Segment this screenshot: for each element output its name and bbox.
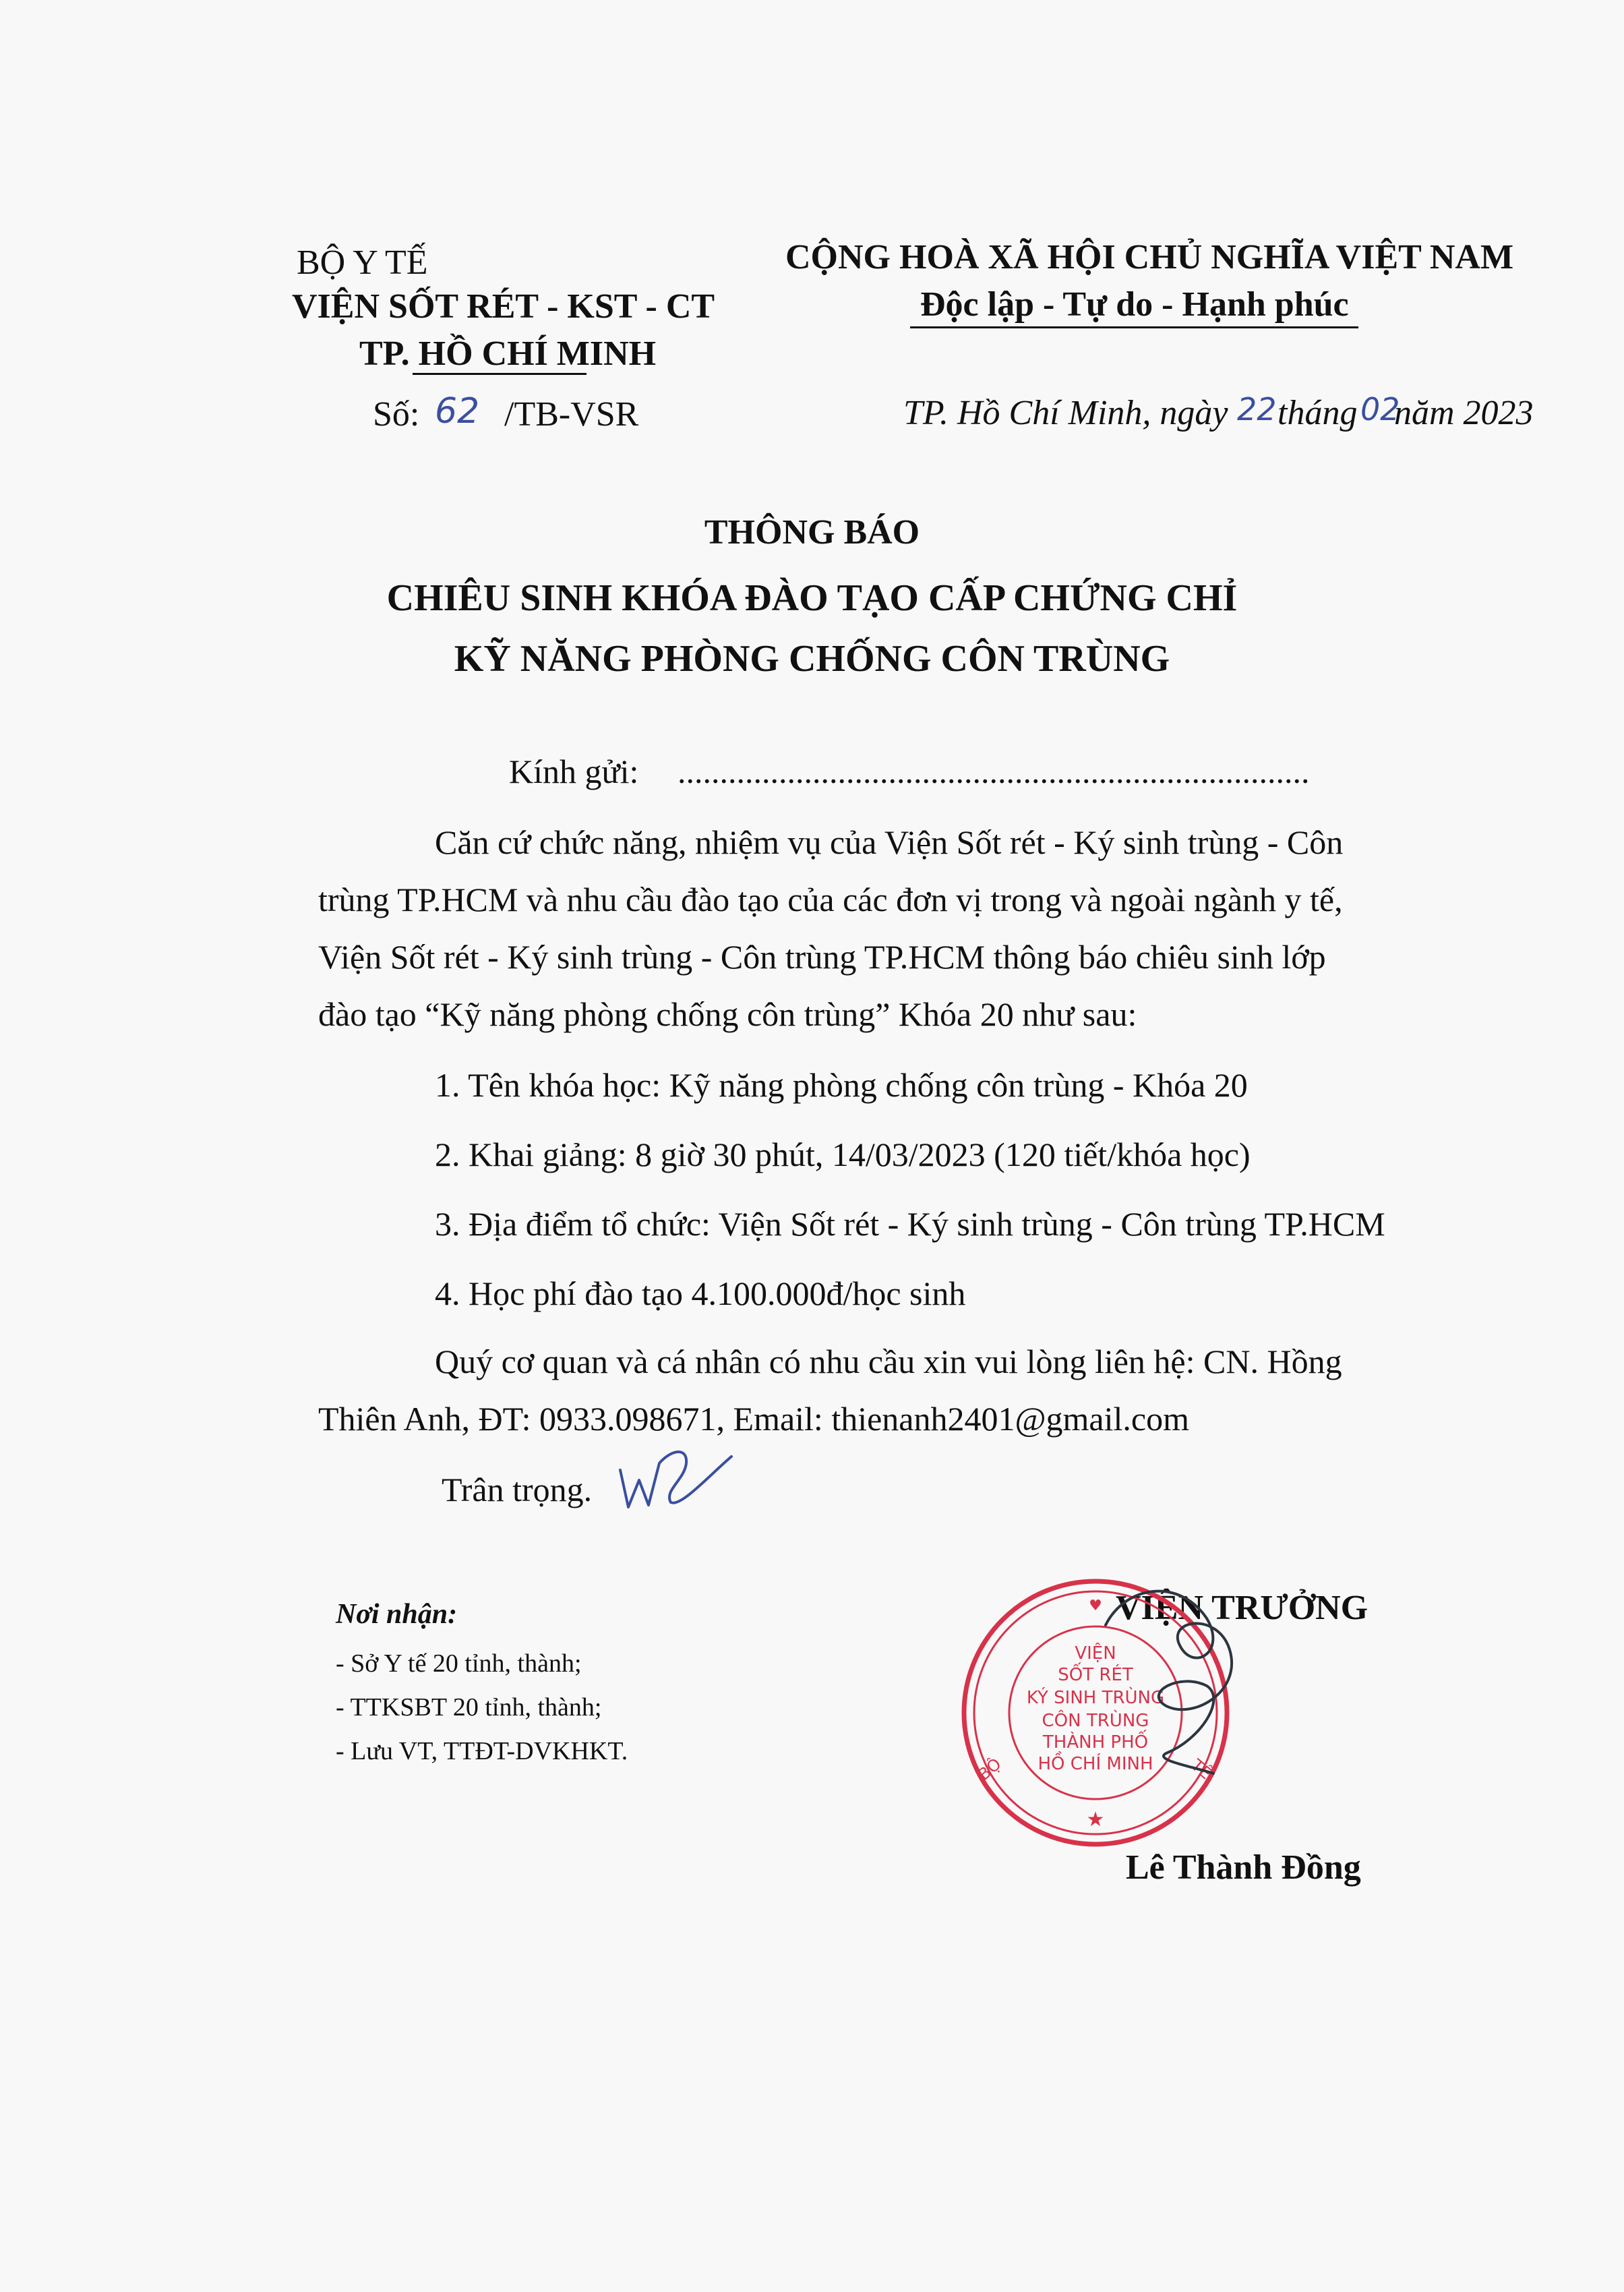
director-signature <box>1079 1571 1254 1794</box>
date-place: TP. Hồ Chí Minh, ngày <box>903 394 1228 432</box>
list-item: 1. Tên khóa học: Kỹ năng phòng chống côn trùng - Khóa 20 <box>435 1066 1248 1104</box>
stamp-line: SỐT RÉT <box>1058 1665 1133 1685</box>
national-motto: Độc lập - Tự do - Hạnh phúc <box>920 285 1349 324</box>
country-name: CỘNG HOÀ XÃ HỘI CHỦ NGHĨA VIỆT NAM <box>785 238 1514 276</box>
greeting-label: Kính gửi: <box>509 753 639 790</box>
stamp-ring-right: TẾ <box>1187 1755 1215 1784</box>
signer-title: VIỆN TRƯỞNG <box>1116 1589 1369 1627</box>
recipient-item: - Sở Y tế 20 tỉnh, thành; <box>336 1649 582 1678</box>
stamp-line: KÝ SINH TRÙNG <box>1026 1688 1165 1708</box>
contact-line-1: Quý cơ quan và cá nhân có nhu cầu xin vui lòng liên hệ: CN. Hồng <box>435 1343 1342 1380</box>
list-item: 4. Học phí đào tạo 4.100.000đ/học sinh <box>435 1274 966 1312</box>
recipients-heading: Nơi nhận: <box>336 1599 458 1630</box>
institute-name: VIỆN SỐT RÉT - KST - CT <box>292 287 715 326</box>
recipient-item: - Lưu VT, TTĐT-DVKHKT. <box>336 1737 628 1765</box>
document-number-handwritten: 62 <box>435 391 480 432</box>
notice-subject-line1: CHIÊU SINH KHÓA ĐÀO TẠO CẤP CHỨNG CHỈ <box>386 577 1238 619</box>
contact-line-2: Thiên Anh, ĐT: 0933.098671, Email: thienanh2401@gmail.com <box>318 1400 1189 1438</box>
intro-line-3: Viện Sốt rét - Ký sinh trùng - Côn trùng TP.HCM thông báo chiêu sinh lớp <box>318 938 1326 976</box>
stamp-ring-left: BỘ <box>974 1754 1005 1784</box>
notice-subject-line2: KỸ NĂNG PHÒNG CHỐNG CÔN TRÙNG <box>454 638 1170 680</box>
recipient-item: - TTKSBT 20 tỉnh, thành; <box>336 1693 602 1722</box>
closing-text: Trân trọng. <box>442 1471 593 1508</box>
list-item: 2. Khai giảng: 8 giờ 30 phút, 14/03/2023 (120 tiết/khóa học) <box>435 1136 1251 1173</box>
document-number-suffix: /TB-VSR <box>504 395 639 434</box>
stamp-line: HỒ CHÍ MINH <box>1037 1754 1153 1774</box>
institute-underline <box>413 373 587 375</box>
greeting-blank: ........................................................................... <box>678 753 1310 790</box>
stamp-star-icon: ★ <box>1086 1808 1105 1831</box>
notice-title: THÔNG BÁO <box>704 513 920 552</box>
stamp-line: VIỆN <box>1075 1643 1116 1664</box>
intro-line-2: trùng TP.HCM và nhu cầu đào tạo của các đơn vị trong và ngoài ngành y tế, <box>318 881 1343 918</box>
ministry-name: BỘ Y TẾ <box>297 243 428 282</box>
institute-city: TP. HỒ CHÍ MINH <box>359 334 657 373</box>
stamp-line: THÀNH PHỐ <box>1042 1732 1149 1753</box>
intro-line-1: Căn cứ chức năng, nhiệm vụ của Viện Sốt rét - Ký sinh trùng - Côn <box>435 823 1344 861</box>
initials-signature <box>607 1443 742 1517</box>
date-day-handwritten: 22 <box>1237 391 1277 428</box>
stamp-emblem-icon: ♥ <box>1089 1597 1102 1614</box>
stamp-line: CÔN TRÙNG <box>1042 1711 1149 1731</box>
list-item: 3. Địa điểm tổ chức: Viện Sốt rét - Ký sinh trùng - Côn trùng TP.HCM <box>435 1205 1385 1243</box>
date-year: năm 2023 <box>1394 394 1534 432</box>
document-number-label: Số: <box>373 395 420 434</box>
date-month-handwritten: 02 <box>1360 391 1400 428</box>
date-month-label: tháng <box>1277 394 1358 432</box>
motto-underline <box>910 326 1358 328</box>
signer-name: Lê Thành Đồng <box>1126 1848 1361 1887</box>
intro-line-4: đào tạo “Kỹ năng phòng chống côn trùng” Khóa 20 như sau: <box>318 995 1137 1033</box>
